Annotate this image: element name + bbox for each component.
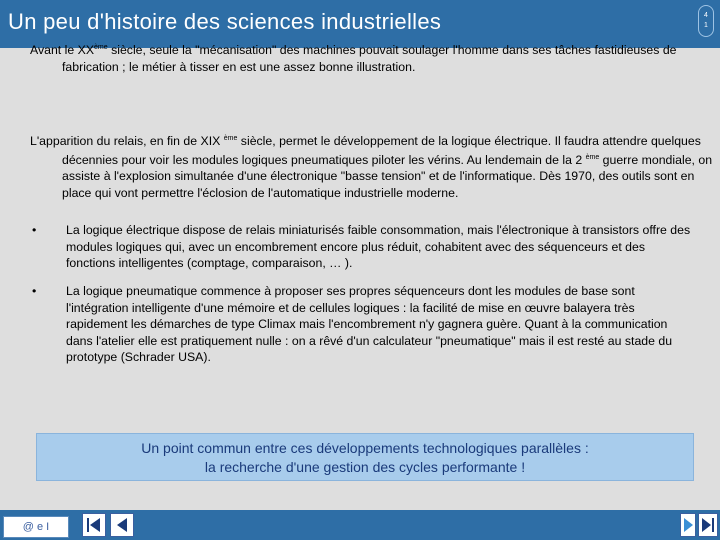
bullet-text: La logique électrique dispose de relais miniaturisés faible consommation, mais l'électronique à transistors offre des modules logiques qui, avec un encombrement encore plus réduit, cohabitent avec des séquenceurs et des fonctions intelligentes (comptage, comparaison, … ). — [66, 223, 691, 270]
page-number-line-2: 1 — [704, 22, 708, 29]
paragraph-relais-text-1: L'apparition du relais, en fin de XIX — [30, 134, 224, 149]
next-slide-button[interactable] — [680, 513, 696, 537]
paragraph-intro-text-2: siècle, seule la "mécanisation" des machines pouvait soulager l'homme dans ses tâches fastidieuses de fabrication ; le métier à tisser en est une assez bonne illustration. — [62, 43, 677, 74]
footer-bar — [0, 510, 720, 540]
last-slide-icon — [699, 514, 717, 536]
previous-slide-button[interactable] — [110, 513, 134, 537]
next-slide-icon — [681, 514, 695, 536]
paragraph-relais-text-2: siècle, permet le développement de la logique électrique. Il faudra attendre quelques décennies pour voir les modules logiques pneumatiques piloter les vérins. Au lendemain de la 2 — [62, 134, 701, 167]
first-slide-icon — [83, 514, 105, 536]
highlight-box — [36, 433, 694, 481]
previous-slide-icon — [111, 514, 133, 536]
superscript: ème — [94, 44, 108, 51]
paragraph-intro-text-1: Avant le XX — [30, 43, 95, 58]
page-number — [698, 5, 714, 37]
bullet-marker: • — [32, 284, 37, 298]
superscript: ème — [585, 153, 600, 161]
paragraph-relais — [30, 131, 720, 201]
last-slide-button[interactable] — [698, 513, 718, 537]
first-slide-button[interactable] — [82, 513, 106, 537]
paragraph-relais-text-3: guerre mondiale, on assiste à l'explosion simultanée d'une électronique "basse tension" et de l'informatique. Dès 1970, des outils sont en place qui vont permettre l'éclosion de l'automatique industrielle moderne. — [62, 152, 713, 200]
logo[interactable]: @ e I — [3, 516, 69, 538]
paragraph-intro — [30, 40, 720, 75]
bullet-text: La logique pneumatique commence à proposer ses propres séquenceurs dont les modules de base sont l'intégration intelligente d'une mémoire et de cellules logiques : la facilité de mise en œuvre balayera très rapidement les démarches de type Climax mais l'encombrement n'y gagnera guère. Quant à la communication dans l'atelier elle est pratiquement nulle : on a rêvé d'un calculateur "pneumatique" mais il est resté au stade du prototype (Schrader USA). — [66, 284, 673, 364]
highlight-line-2: la recherche d'une gestion des cycles performante ! — [204, 459, 526, 475]
bullet-marker: • — [32, 223, 37, 237]
page-number-line-1: 4 — [704, 12, 708, 19]
page-title: Un peu d'histoire des sciences industrielles — [8, 9, 442, 34]
superscript: ème — [223, 135, 238, 142]
highlight-line-1: Un point commun entre ces développements technologiques parallèles : — [141, 440, 589, 456]
